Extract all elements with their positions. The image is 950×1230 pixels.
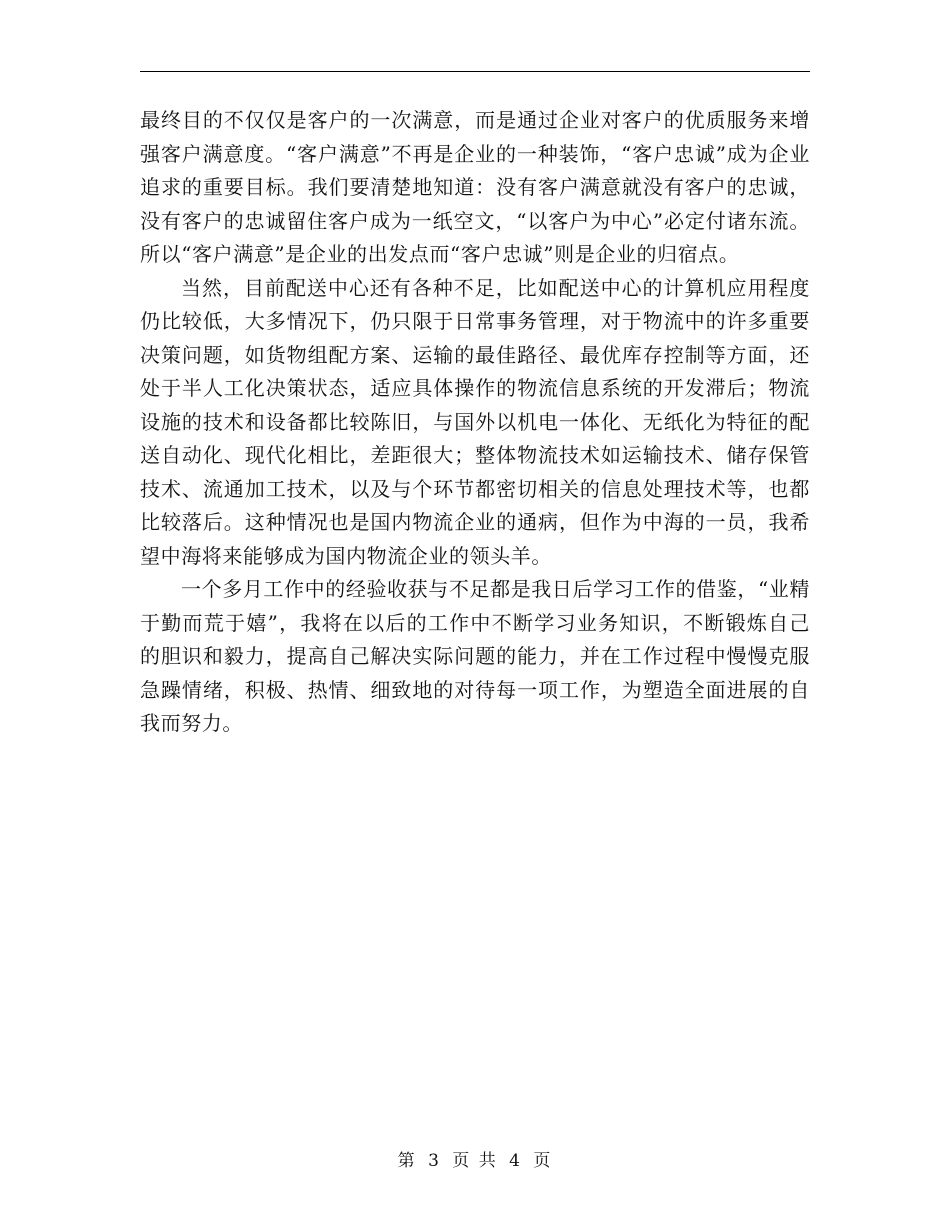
footer-suffix: 页 (533, 1151, 553, 1171)
document-body (140, 104, 810, 741)
paragraph-1: 最终目的不仅仅是客户的一次满意，而是通过企业对客户的优质服务来增强客户满意度。“客户满意”不再是企业的一种装饰，“客户忠诚”成为企业追求的重要目标。我们要清楚地知道：没有客户满意就没有客户的忠诚，没有客户的忠诚留住客户成为一纸空文，“以客户为中心”必定付诸东流。所以“客户满意”是企业的出发点而“客户忠诚”则是企业的归宿点。 (140, 108, 810, 266)
page-footer (0, 1146, 950, 1171)
footer-prefix: 第 (397, 1151, 417, 1171)
header-rule (140, 71, 810, 72)
footer-current-page: 3 (428, 1151, 441, 1171)
footer-middle: 页 共 (452, 1151, 498, 1171)
paragraph-3: 一个多月工作中的经验收获与不足都是我日后学习工作的借鉴，“业精于勤而荒于嬉”，我将在以后的工作中不断学习业务知识，不断锻炼自己的胆识和毅力，提高自己解决实际问题的能力，并在工作过程中慢慢克服急躁情绪，积极、热情、细致地的对待每一项工作，为塑造全面进展的自我而努力。 (140, 577, 810, 735)
footer-total-pages: 4 (509, 1151, 522, 1171)
paragraph-2: 当然，目前配送中心还有各种不足，比如配送中心的计算机应用程度仍比较低，大多情况下，仍只限于日常事务管理，对于物流中的许多重要决策问题，如货物组配方案、运输的最佳路径、最优库存控制等方面，还处于半人工化决策状态，适应具体操作的物流信息系统的开发滞后；物流设施的技术和设备都比较陈旧，与国外以机电一体化、无纸化为特征的配送自动化、现代化相比，差距很大；整体物流技术如运输技术、储存保管技术、流通加工技术，以及与个环节都密切相关的信息处理技术等，也都比较落后。这种情况也是国内物流企业的通病，但作为中海的一员，我希望中海将来能够成为国内物流企业的领头羊。 (140, 275, 810, 568)
